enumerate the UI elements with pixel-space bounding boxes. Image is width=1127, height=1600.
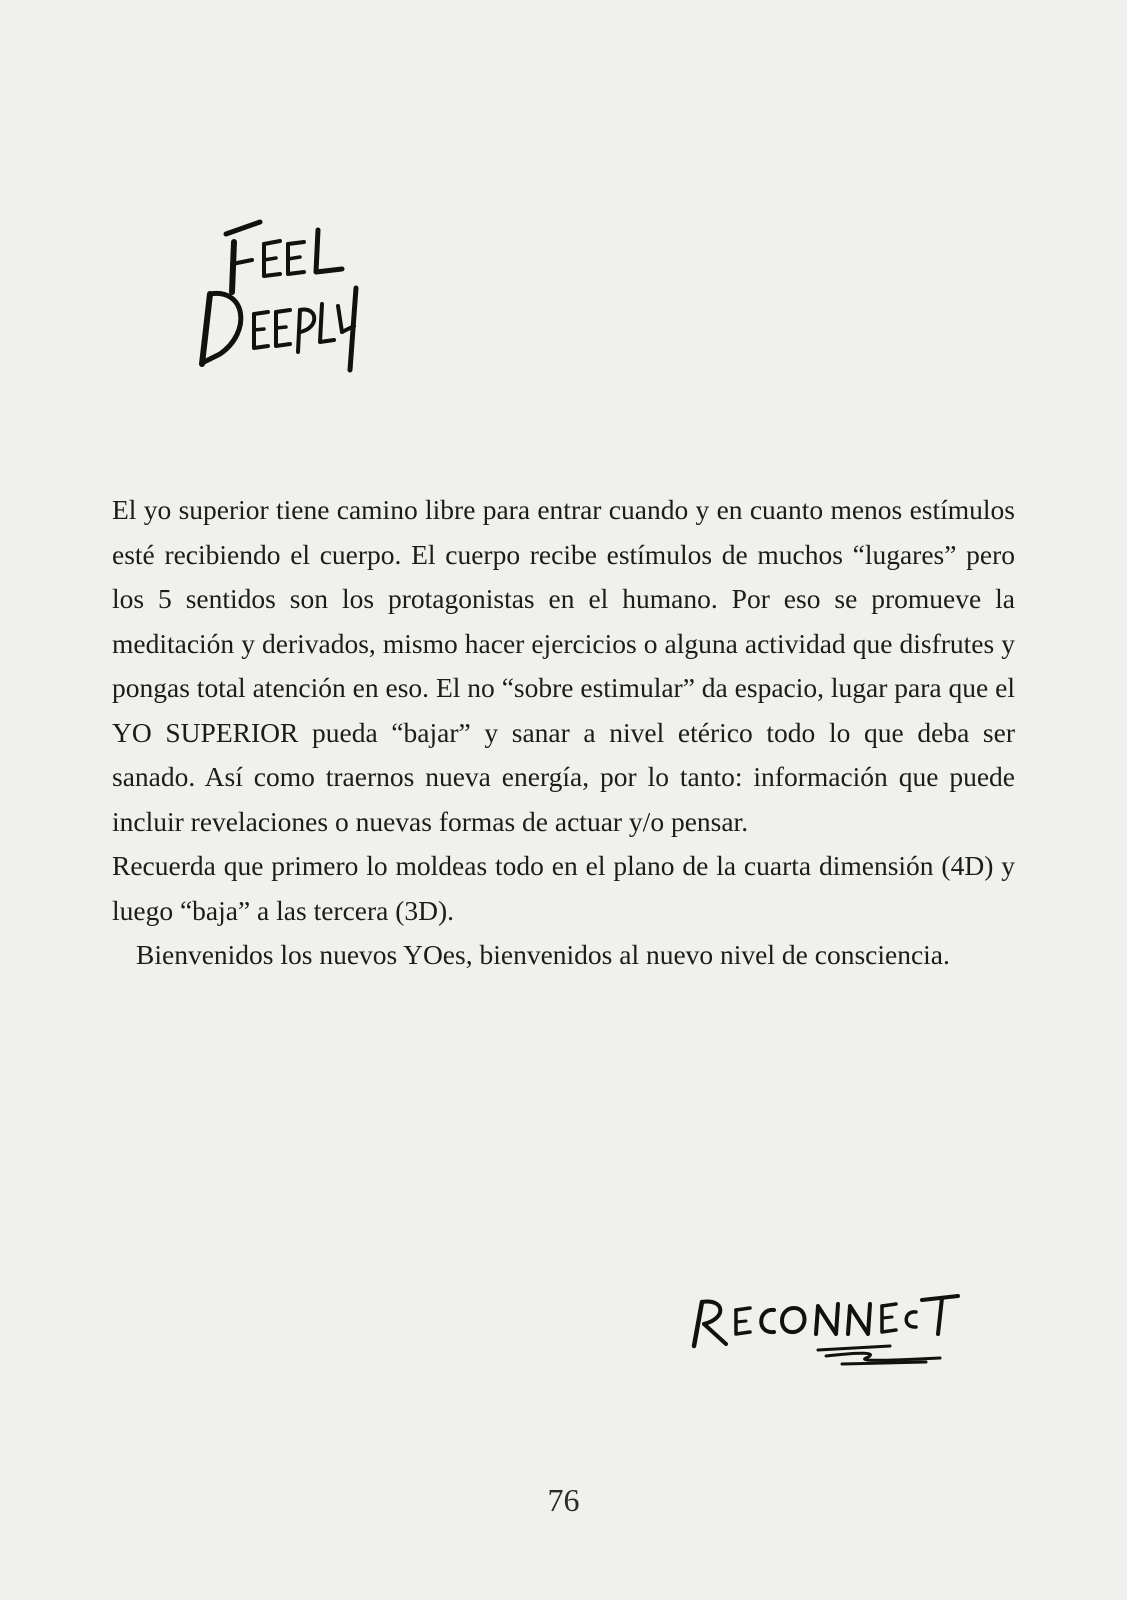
paragraph-1: El yo superior tiene camino libre para entrar cuando y en cuanto menos estímulos esté recibiendo el cuerpo. El cuerpo recibe estímulos de muchos “lugares” pero los 5 sentidos son los protagonistas en el humano. Por eso se promueve la meditación y derivados, mismo hacer ejercicios o alguna actividad que disfrutes y pongas total atención en eso. El no “sobre estimular” da espacio, lugar para que el YO SUPERIOR pueda “bajar” y sanar a nivel etérico todo lo que deba ser sanado. Así como traernos nueva energía, por lo tanto: información que puede incluir revelaciones o nuevas formas de actuar y/o pensar. (112, 494, 1015, 837)
feel-deeply-lettering-icon (196, 214, 376, 384)
paragraph-3: Bienvenidos los nuevos YOes, bienvenidos al nuevo nivel de consciencia. (136, 939, 950, 970)
page-number: 76 (547, 1482, 580, 1518)
reconnect-logo (690, 1290, 970, 1380)
feel-deeply-logo (196, 214, 376, 384)
body-text (112, 488, 1015, 978)
paragraph-2: Recuerda que primero lo moldeas todo en el plano de la cuarta dimensión (4D) y luego “baja” a las tercera (3D). (112, 850, 1015, 926)
reconnect-lettering-icon (690, 1290, 970, 1380)
